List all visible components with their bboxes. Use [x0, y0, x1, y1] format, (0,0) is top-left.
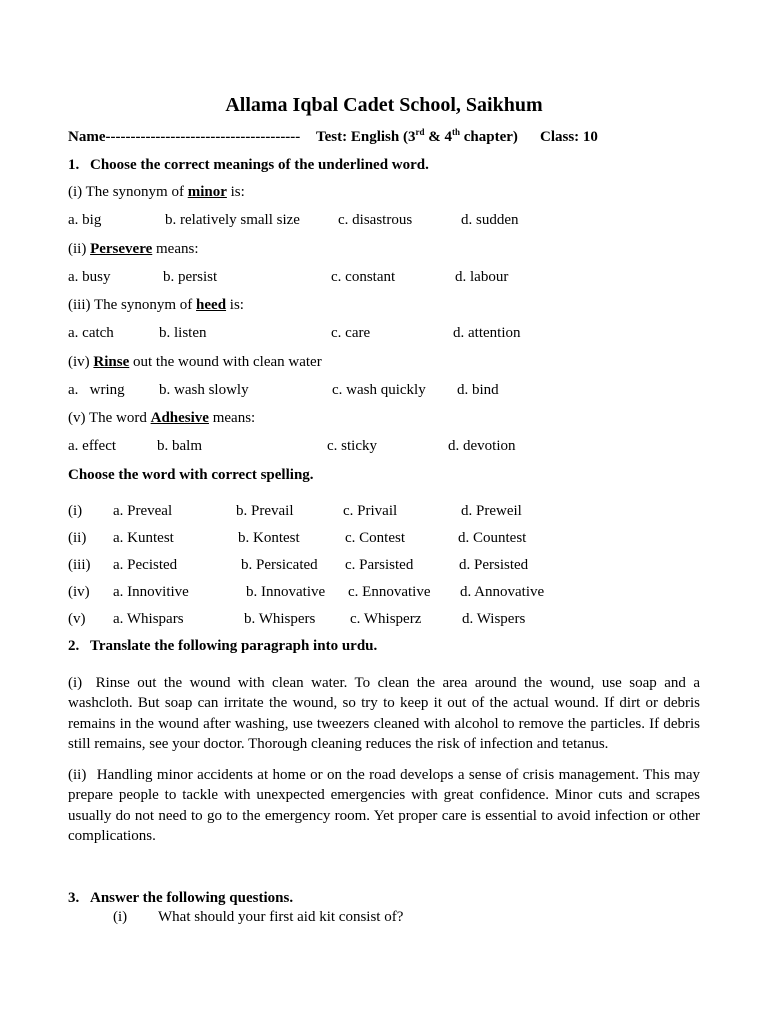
test-label-part3: chapter)	[460, 129, 518, 145]
option-c: c. wash quickly	[332, 382, 426, 398]
option-d: d. Persisted	[459, 557, 529, 573]
test-label-part2: & 4	[424, 129, 452, 145]
option-a: a. big	[68, 212, 102, 228]
underlined-word: Persevere	[90, 241, 153, 257]
prompt-suffix: is:	[226, 184, 245, 200]
translation-paragraph	[68, 765, 700, 847]
q1-number: 1.	[68, 157, 80, 173]
q1-item-options	[0, 268, 768, 286]
option-b: b. Kontest	[238, 530, 300, 546]
option-c: c. Parsisted	[345, 557, 414, 573]
test-label	[316, 128, 518, 146]
paragraph-label: (i)	[68, 675, 83, 691]
prompt-prefix: (iii) The synonym of	[68, 297, 197, 313]
test-label-sup2: th	[451, 127, 460, 137]
question-text: What should your first aid kit consist of?	[158, 909, 404, 925]
option-d: d. bind	[457, 382, 499, 398]
q2-heading-line	[0, 637, 768, 655]
spelling-row	[0, 556, 768, 574]
option-b: b. balm	[157, 438, 202, 454]
spelling-number: (iv)	[68, 584, 90, 600]
class-label: Class: 10	[540, 129, 598, 145]
prompt-suffix: out the wound with clean water	[129, 354, 322, 370]
option-d: d. devotion	[448, 438, 516, 454]
test-label-part1: Test: English (3	[316, 129, 416, 145]
spelling-number: (ii)	[68, 530, 87, 546]
option-d: d. sudden	[461, 212, 519, 228]
option-d: d. Wispers	[462, 611, 526, 627]
underlined-word: heed	[196, 297, 227, 313]
option-d: d. attention	[453, 325, 521, 341]
option-a: a. Whispars	[113, 611, 184, 627]
option-c: c. care	[331, 325, 371, 341]
option-a: a. Pecisted	[113, 557, 178, 573]
option-b: b. Prevail	[236, 503, 294, 519]
option-a: a. Innovitive	[113, 584, 189, 600]
prompt-suffix: means:	[208, 410, 256, 426]
paragraph-text: Rinse out the wound with clean water. To clean the area around the wound, use soap and a washcloth. But soap can irritate the wound, so try to keep it out of the actual wound. If dirt or debris remains in the wound after washing, use tweezers cleaned with alcohol to remove the particles. If debris still remains, see your doctor. Thorough cleaning reduces the risk of infection and tetanus.	[68, 675, 700, 753]
q1-item-options	[0, 437, 768, 455]
option-a: a. Kuntest	[113, 530, 174, 546]
option-b: b. wash slowly	[159, 382, 249, 398]
underlined-word: Adhesive	[150, 410, 209, 426]
q3-heading: Answer the following questions.	[90, 890, 294, 906]
q1-item-options	[0, 381, 768, 399]
spelling-number: (iii)	[68, 557, 91, 573]
spelling-row	[0, 502, 768, 520]
test-label-sup1: rd	[415, 127, 425, 137]
question-number: (i)	[113, 909, 128, 925]
prompt-prefix: (i) The synonym of	[68, 184, 188, 200]
option-d: d. labour	[455, 269, 509, 285]
header-info-line	[0, 128, 768, 146]
spelling-number: (v)	[68, 611, 86, 627]
option-c: c. Contest	[345, 530, 405, 546]
q1-heading: Choose the correct meanings of the underlined word.	[90, 157, 429, 173]
prompt-prefix: (iv)	[68, 354, 94, 370]
paragraph-text: Handling minor accidents at home or on the road develops a sense of crisis management. This may prepare people to tackle with unexpected emergencies with great confidence. Minor cuts and scrapes usually do not need to go to the emergency room. Yet proper care is essential to avoid infection or other complications.	[68, 767, 700, 845]
spelling-row	[0, 583, 768, 601]
spelling-number: (i)	[68, 503, 83, 519]
option-c: c. Ennovative	[348, 584, 431, 600]
option-b: b. listen	[159, 325, 207, 341]
q1-item-prompt	[68, 409, 255, 427]
q2-number: 2.	[68, 638, 80, 654]
q1-item-prompt	[68, 183, 245, 201]
option-c: c. sticky	[327, 438, 377, 454]
school-title: Allama Iqbal Cadet School, Saikhum	[225, 94, 543, 116]
prompt-prefix: (v) The word	[68, 410, 151, 426]
spelling-row	[0, 610, 768, 628]
q1-item-options	[0, 324, 768, 342]
option-a: a. effect	[68, 438, 117, 454]
option-b: b. Whispers	[244, 611, 316, 627]
prompt-prefix: (ii)	[68, 241, 91, 257]
prompt-suffix: is:	[226, 297, 244, 313]
translation-paragraph	[68, 673, 700, 755]
option-c: c. disastrous	[338, 212, 413, 228]
option-c: c. constant	[331, 269, 396, 285]
q2-heading: Translate the following paragraph into urdu.	[90, 638, 378, 654]
q3-heading-line	[0, 889, 768, 907]
option-b: b. relatively small size	[165, 212, 300, 228]
q1-item-options	[0, 211, 768, 229]
option-a: a. Preveal	[113, 503, 173, 519]
spelling-row	[0, 529, 768, 547]
paragraph-label: (ii)	[68, 767, 87, 783]
q1-item-prompt	[68, 296, 244, 314]
q3-question	[0, 908, 768, 926]
option-b: b. Persicated	[241, 557, 318, 573]
prompt-suffix: means:	[152, 241, 199, 257]
option-d: d. Countest	[458, 530, 527, 546]
option-a: a. wring	[68, 382, 125, 398]
name-label: Name---------------------------------------	[68, 129, 301, 145]
q1-heading-line	[0, 156, 768, 174]
option-a: a. catch	[68, 325, 114, 341]
option-c: c. Whisperz	[350, 611, 422, 627]
option-b: b. persist	[163, 269, 218, 285]
option-a: a. busy	[68, 269, 111, 285]
spelling-heading: Choose the word with correct spelling.	[68, 467, 314, 483]
underlined-word: Rinse	[93, 354, 130, 370]
underlined-word: minor	[187, 184, 227, 200]
q1-item-prompt	[68, 240, 199, 258]
option-c: c. Privail	[343, 503, 398, 519]
option-d: d. Preweil	[461, 503, 522, 519]
option-d: d. Annovative	[460, 584, 545, 600]
q3-number: 3.	[68, 890, 80, 906]
option-b: b. Innovative	[246, 584, 326, 600]
q1-item-prompt	[68, 353, 322, 371]
